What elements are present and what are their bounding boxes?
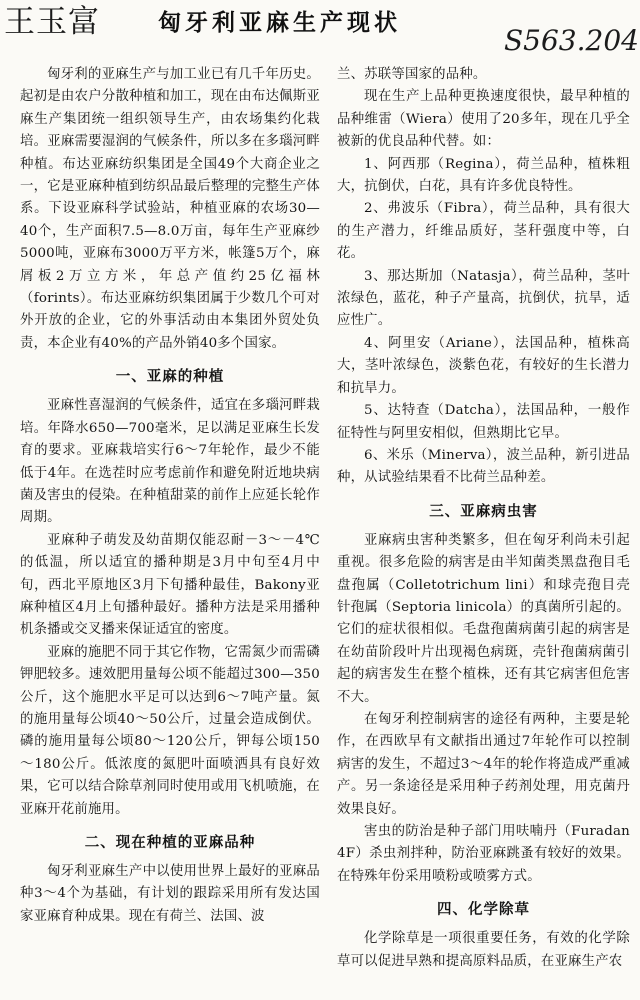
pests-paragraph-1: 亚麻病虫害种类繁多，但在匈牙利尚未引起重视。很多危险的病害是由半知菌类黑盘孢目毛盘孢属（Colletotrichum lini）和球壳孢目壳针孢属（Septoria linicola）的真菌所引起的。它们的症状很相似。毛盘孢菌病菌引起的病害是在幼苗阶段叶片出现褐色病斑，壳针孢菌病菌引起的病害发生在整个植株，还有其它病害但危害不大。 — [337, 532, 630, 705]
right-column — [337, 64, 630, 973]
varieties-intro-paragraph: 匈牙利亚麻生产中以使用世界上最好的亚麻品种3～4个为基础，有计划的跟踪采用所有发达国家亚麻育种成果。现在有荷兰、法国、波 — [20, 864, 320, 924]
variety-item: 1、阿西那（Regina），荷兰品种，植株粗大，抗倒伏，白花，具有许多优良特性。 — [337, 156, 630, 195]
variety-item: 6、米乐（Minerva），波兰品种，新引进品种，从试验结果看不比荷兰品种差。 — [337, 447, 630, 486]
handwritten-call-number-text: S563.204 — [504, 24, 639, 57]
section-heading-weeding: 四、化学除草 — [437, 902, 530, 919]
pests-paragraph-3: 害虫的防治是种子部门用呋喃丹（Furadan 4F）杀虫剂拌种，防治亚麻跳蚤有较好的效果。在特殊年份采用喷粉或喷雾方式。 — [337, 824, 630, 884]
varieties-replacement-paragraph: 现在生产上品种更换速度很快，最早种植的品种维雷（Wiera）使用了20多年，现在几乎全被新的优良品种代替。如： — [337, 89, 630, 150]
article-title: 匈牙利亚麻生产现状 — [158, 10, 401, 36]
section-heading-varieties: 二、现在种植的亚麻品种 — [84, 835, 256, 851]
weeding-paragraph-1: 化学除草是一项很重要任务，有效的化学除草可以促进早熟和提高原料品质，在亚麻生产农 — [337, 931, 630, 969]
planting-paragraph-1: 亚麻性喜湿润的气候条件，适宜在多瑙河畔栽培。年降水650—700毫米，足以满足亚麻生长发育的要求。亚麻栽培实行6～7年轮作，最少不能低于4年。在选茬时应考虑前作和避免附近地块病菌及害虫的侵染。在种植甜菜的前作上应延长轮作周期。 — [20, 398, 320, 526]
handwritten-call-number — [502, 18, 640, 58]
variety-item: 3、那达斯加（Natasja），荷兰品种，茎叶浓绿色，蓝花，种子产量高，抗倒伏，抗旱，适应性广。 — [337, 268, 630, 329]
pests-paragraph-2: 在匈牙利控制病害的途径有两种，主要是轮作，在西欧早有文献指出通过7年轮作可以控制病害的发生，不超过3～4年的轮作将造成严重减产。另一条途径是采用种子药剂处理，用克菌丹效果良好。 — [337, 711, 630, 817]
section-heading-planting: 一、亚麻的种植 — [115, 369, 225, 386]
variety-item: 5、达特查（Datcha），法国品种，一般作征特性与阿里安相似，但熟期比它早。 — [337, 403, 630, 441]
left-column — [20, 64, 320, 928]
planting-paragraph-3: 亚麻的施肥不同于其它作物，它需氮少而需磷钾肥较多。速效肥用量每公顷不能超过300—350公斤，这个施肥水平足可以达到6～7吨产量。氮的施用量每公顷40～50公斤，过量会造成倒伏。磷的施用量每公顷80～120公斤，钾每公顷150～180公斤。低浓度的氮肥叶面喷洒具有良好效果，它可以结合除草剂同时使用或用飞机喷施，在亚麻开花前施用。 — [20, 644, 320, 817]
section-heading-pests: 三、亚麻病虫害 — [429, 503, 538, 520]
variety-item: 4、阿里安（Ariane），法国品种，植株高大，茎叶浓绿色，淡紫色花，有较好的生长潜力和抗旱力。 — [337, 335, 630, 396]
variety-item: 2、弗波乐（Fibra），荷兰品种，具有很大的生产潜力，纤维品质好，茎秆强度中等，白花。 — [337, 201, 630, 262]
varieties-continued-text: 兰、苏联等国家的品种。 — [337, 67, 487, 82]
author-name: 王玉富 — [4, 4, 100, 40]
handwritten-call-number-graphic — [502, 18, 640, 58]
planting-paragraph-2: 亚麻种子萌发及幼苗期仅能忍耐－3～－4℃的低温，所以适宜的播种期是3月中旬至4月中旬，西北平原地区3月下旬播种最佳，Bakony亚麻种植区4月上旬播种最好。播种方法是采用播种机条播或交叉播来保证适宜的密度。 — [20, 532, 320, 638]
intro-paragraph: 匈牙利的亚麻生产与加工业已有几千年历史。起初是由农户分散种植和加工，现在由布达佩斯亚麻生产集团统一组织领导生产，由农场集约化栽培。亚麻需要湿润的气候条件，所以多在多瑙河畔种植。布达亚麻纺织集团是全国49个大商企业之一，它是亚麻种植到纺织品最后整理的完整生产体系。下设亚麻科学试验站，种植亚麻的农场30—40个，生产面积7.5—8.0万亩，每年生产亚麻纱5000吨，亚麻布3000万平方米，帐篷5万个，麻屑板2万立方米，年总产值约25亿福林（forints）。布达亚麻纺织集团属于少数几个可对外开放的企业，它的外事活动由本集团外贸处负责，本企业有40%的产品外销40多个国家。 — [20, 67, 320, 351]
